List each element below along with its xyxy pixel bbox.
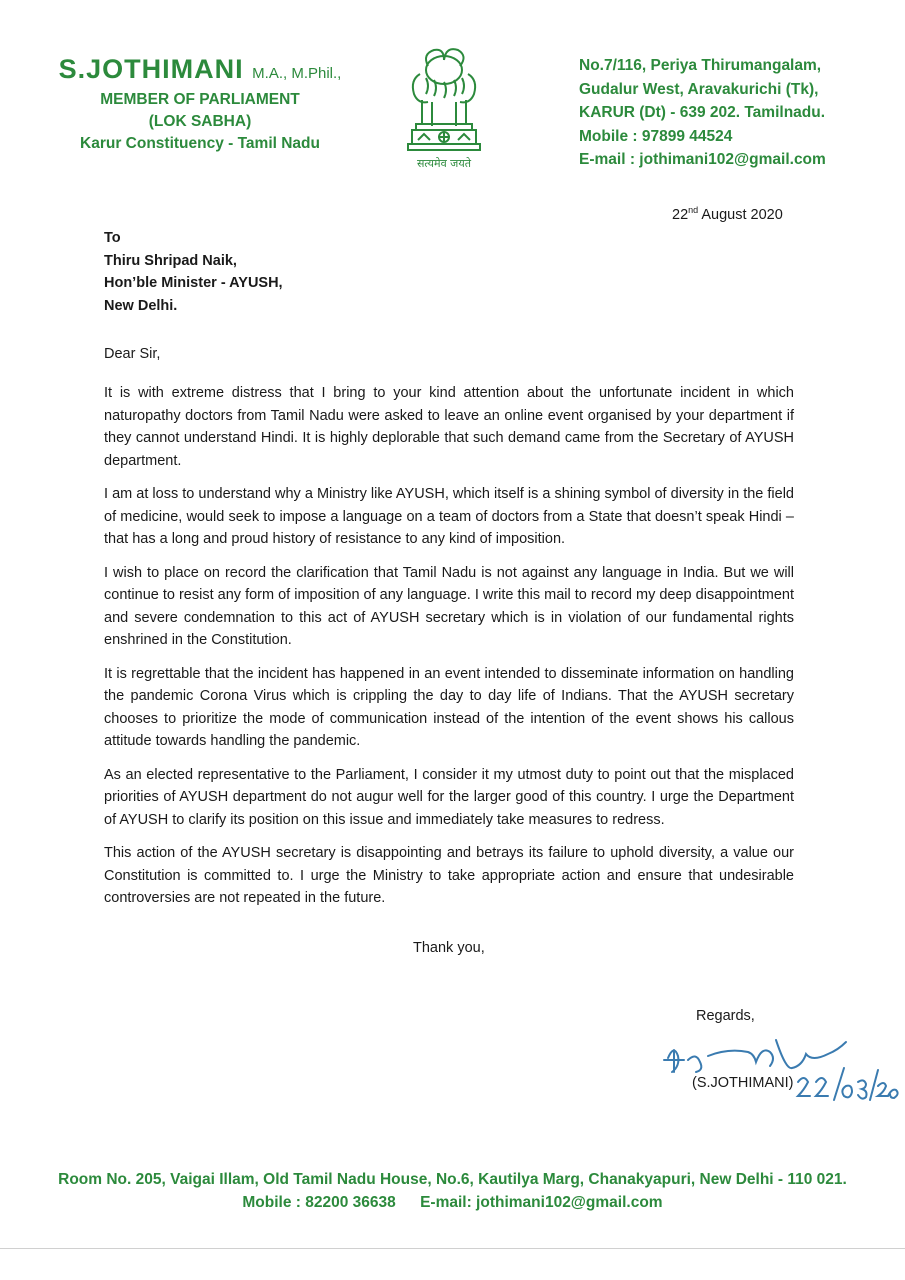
recipient-line: To	[104, 230, 121, 246]
signatory-name: (S.JOTHIMANI)	[692, 1075, 794, 1091]
letterhead-mobile: Mobile : 97899 44524	[579, 127, 733, 145]
recipient-line: New Delhi.	[104, 297, 178, 314]
qualifications: M.A., M.Phil.,	[252, 65, 342, 82]
footer	[0, 1168, 905, 1214]
recipient-block	[104, 227, 283, 317]
body-paragraph: This action of the AYUSH secretary is disappointing and betrays its failure to uphold diversity, a value our Constitution is committed to. I urge the Ministry to take appropriate action and ensure that undesirable controversies are not repeated in the future.	[104, 845, 794, 906]
letterhead-email[interactable]: E-mail : jothimani102@gmail.com	[579, 151, 826, 168]
letter-date: 22nd August 2020	[672, 205, 783, 223]
bottom-divider	[0, 1248, 905, 1249]
footer-mobile: Mobile : 82200 36638	[242, 1194, 396, 1211]
address-line: KARUR (Dt) - 639 202. Tamilnadu.	[579, 104, 826, 121]
constituency: Karur Constituency - Tamil Nadu	[80, 135, 320, 152]
signature	[658, 1030, 903, 1110]
body-paragraph: As an elected representative to the Parliament, I consider it my utmost duty to point out that the misplaced priorities of AYUSH department do not augur well for the larger good of this country. I urge the Department of AYUSH to clarify its position on this issue and immediately take measures to redress.	[104, 766, 794, 828]
recipient-line: Thiru Shripad Naik,	[104, 252, 237, 269]
salutation: Dear Sir,	[104, 346, 161, 362]
address-line: Gudalur West, Aravakurichi (Tk),	[579, 80, 819, 98]
house: (LOK SABHA)	[148, 113, 252, 130]
body-paragraph: I am at loss to understand why a Ministry like AYUSH, which itself is a shining symbol of diversity in the field of medicine, would seek to impose a language on a team of doctors from a State that doesn’t speak Hindi – that has a long and proud history of resistance to any kind of imposition.	[104, 486, 794, 547]
body-paragraph: It is with extreme distress that I bring to your kind attention about the unfortunate incident in which naturopathy doctors from Tamil Nadu were asked to leave an online event organised by your department if they cannot understand Hindi. It is highly deplorable that such demand came from the Secretary of AYUSH department.	[104, 385, 794, 469]
designation: MEMBER OF PARLIAMENT	[100, 91, 300, 108]
footer-address: Room No. 205, Vaigai Illam, Old Tamil Nadu House, No.6, Kautilya Marg, Chanakyapuri, New Delhi - 110 021.	[58, 1171, 847, 1188]
body-paragraph: I wish to place on record the clarification that Tamil Nadu is not against any language in India. But we will continue to resist any form of imposition of any language. I write this mail to record my deep disappointment and severe condemnation to this act of AYUSH secretary which is in violation of our fundamental rights enshrined in the Constitution.	[104, 564, 794, 648]
mp-name: S.JOTHIMANI M.A., M.Phil.,	[58, 54, 342, 84]
footer-contact	[0, 1191, 905, 1214]
letter-body	[104, 382, 794, 921]
letterhead-left	[40, 54, 360, 155]
footer-email[interactable]: E-mail: jothimani102@gmail.com	[420, 1194, 663, 1211]
recipient-line: Hon’ble Minister - AYUSH,	[104, 275, 283, 291]
letterhead-right	[579, 54, 899, 172]
emblem-motto: सत्यमेव जयते	[416, 157, 471, 170]
closing: Thank you,	[413, 940, 485, 956]
address-line: No.7/116, Periya Thirumangalam,	[579, 57, 822, 74]
body-paragraph: It is regrettable that the incident has happened in an event intended to disseminate information on handling the pandemic Corona Virus which is crippling the day to day life of Indians. That the AYUSH secretary chooses to prioritize the mode of communication instead of the intention of the event shows his callous attitude towards handling the pandemic.	[104, 665, 794, 749]
national-emblem-icon	[398, 44, 490, 174]
regards: Regards,	[696, 1008, 755, 1024]
